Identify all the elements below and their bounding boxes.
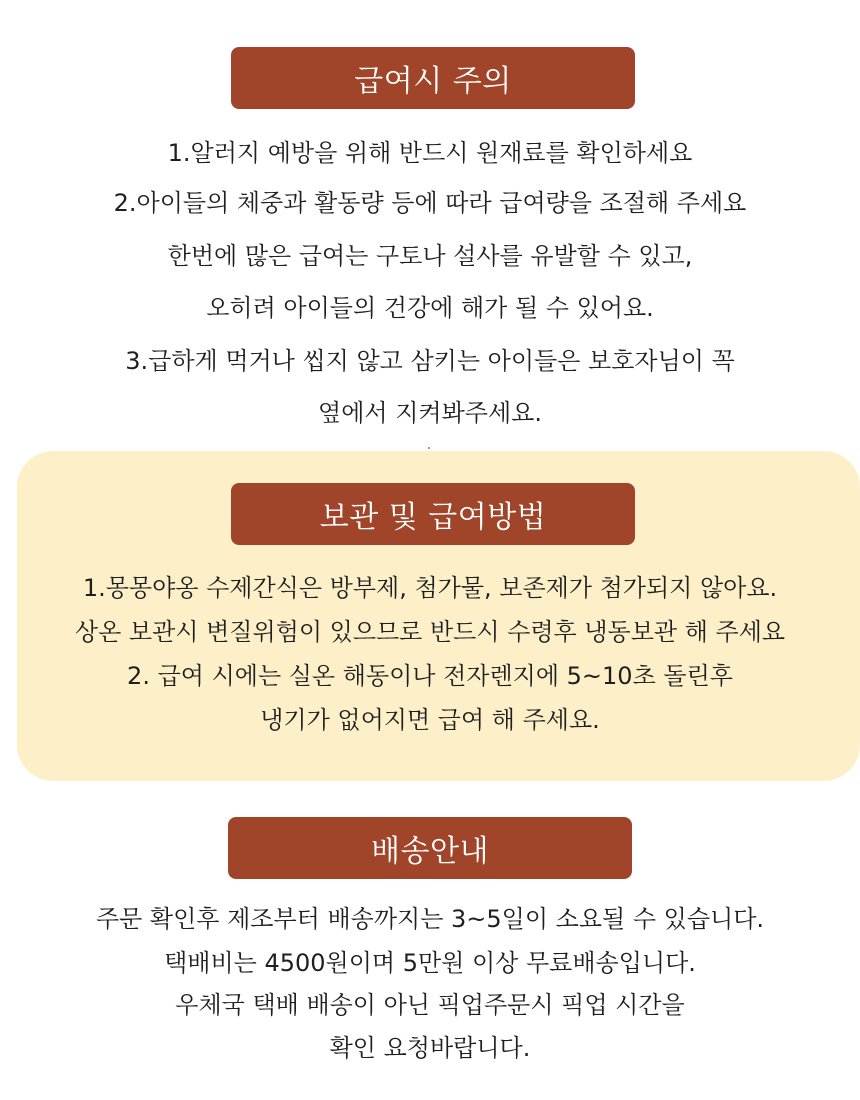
caution-line-6: 옆에서 지켜봐주세요. <box>318 399 542 427</box>
caution-line-1: 1.알러지 예방을 위해 반드시 원재료를 확인하세요 <box>167 139 693 167</box>
shipping-line-4: 확인 요청바랍니다. <box>329 1034 531 1062</box>
storage-line-1: 1.몽몽야옹 수제간식은 방부제, 첨가물, 보존제가 첨가되지 않아요. <box>82 574 778 602</box>
caution-title-badge <box>231 47 635 109</box>
shipping-title-badge <box>228 817 632 879</box>
storage-line-4: 냉기가 없어지면 급여 해 주세요. <box>260 706 600 734</box>
separator-dot <box>428 447 430 449</box>
shipping-line-3: 우체국 택배 배송이 아닌 픽업주문시 픽업 시간을 <box>175 991 685 1019</box>
caution-line-4: 오히려 아이들의 건강에 해가 될 수 있어요. <box>206 294 654 322</box>
shipping-title: 배송안내 <box>371 834 489 869</box>
storage-title: 보관 및 급여방법 <box>319 500 547 535</box>
storage-line-2: 상온 보관시 변질위험이 있으므로 반드시 수령후 냉동보관 해 주세요 <box>74 618 786 646</box>
storage-title-badge <box>231 483 635 545</box>
caution-line-5: 3.급하게 먹거나 씹지 않고 삼키는 아이들은 보호자님이 꼭 <box>125 347 735 375</box>
storage-line-3: 2. 급여 시에는 실온 해동이나 전자렌지에 5~10초 돌린후 <box>127 662 733 690</box>
shipping-line-2: 택배비는 4500원이며 5만원 이상 무료배송입니다. <box>164 949 696 977</box>
caution-title: 급여시 주의 <box>354 64 512 99</box>
caution-line-2: 2.아이들의 체중과 활동량 등에 따라 급여량을 조절해 주세요 <box>113 189 747 217</box>
shipping-line-1: 주문 확인후 제조부터 배송까지는 3~5일이 소요될 수 있습니다. <box>95 905 765 933</box>
caution-line-3: 한번에 많은 급여는 구토나 설사를 유발할 수 있고, <box>167 242 693 270</box>
